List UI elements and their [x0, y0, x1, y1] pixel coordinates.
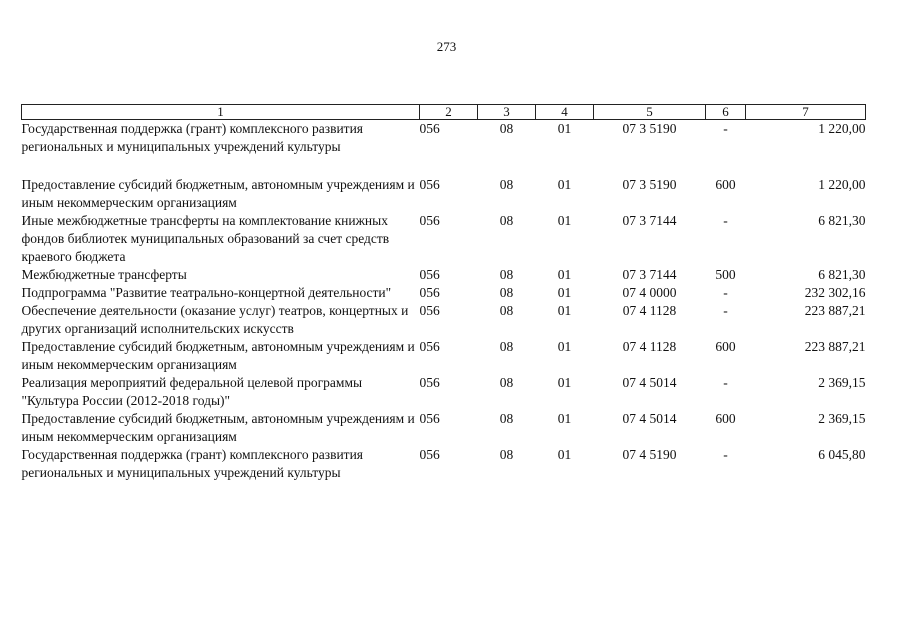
cell-target-article: 07 3 5190 — [622, 177, 677, 192]
cell-ministry-code: 056 — [419, 339, 440, 354]
cell-ministry-code: 056 — [419, 213, 440, 228]
cell-amount: 6 045,80 — [818, 447, 866, 462]
cell-section: 08 — [499, 177, 514, 192]
cell-subsection: 01 — [557, 267, 572, 282]
cell-subsection: 01 — [557, 447, 572, 462]
cell-section: 08 — [499, 213, 514, 228]
cell-amount: 6 821,30 — [818, 213, 866, 228]
page-number: 273 — [436, 39, 457, 54]
cell-expense-type: - — [723, 375, 728, 390]
cell-ministry-code: 056 — [419, 375, 440, 390]
table-row — [22, 212, 866, 266]
cell-section: 08 — [499, 121, 514, 136]
cell-ministry-code: 056 — [419, 267, 440, 282]
column-header: 2 — [420, 105, 478, 120]
table-row — [22, 176, 866, 212]
row-name: Подпрограмма "Развитие театрально-концертной деятельности" — [21, 285, 392, 300]
cell-target-article: 07 4 1128 — [622, 303, 677, 318]
row-name: Иные межбюджетные трансферты на комплектование книжных фондов библиотек муниципальных образований за счет средств краевого бюджета — [21, 213, 390, 264]
cell-expense-type: - — [723, 447, 728, 462]
cell-section: 08 — [499, 447, 514, 462]
cell-expense-type: - — [723, 285, 728, 300]
column-header: 3 — [478, 105, 536, 120]
budget-table — [21, 104, 866, 482]
cell-amount: 2 369,15 — [818, 375, 866, 390]
row-name: Предоставление субсидий бюджетным, автономным учреждениям и иным некоммерческим организациям — [21, 177, 415, 210]
table-row — [22, 374, 866, 410]
row-name: Предоставление субсидий бюджетным, автономным учреждениям и иным некоммерческим организациям — [21, 411, 415, 444]
cell-section: 08 — [499, 267, 514, 282]
cell-subsection: 01 — [557, 121, 572, 136]
cell-target-article: 07 4 5014 — [622, 411, 677, 426]
column-header: 7 — [746, 105, 866, 120]
cell-amount: 2 369,15 — [818, 411, 866, 426]
cell-expense-type: - — [723, 303, 728, 318]
row-name: Государственная поддержка (грант) комплексного развития региональных и муниципальных учреждений культуры — [21, 447, 364, 480]
column-header: 5 — [594, 105, 706, 120]
cell-expense-type: - — [723, 213, 728, 228]
row-name: Межбюджетные трансферты — [21, 267, 187, 282]
cell-section: 08 — [499, 285, 514, 300]
cell-amount: 6 821,30 — [818, 267, 866, 282]
cell-section: 08 — [499, 411, 514, 426]
row-name: Реализация мероприятий федеральной целевой программы "Культура России (2012-2018 годы)" — [21, 375, 363, 408]
cell-amount: 1 220,00 — [818, 121, 866, 136]
table-row — [22, 284, 866, 302]
row-name: Обеспечение деятельности (оказание услуг) театров, концертных и других организаций исполнительских искусств — [21, 303, 409, 336]
table-row — [22, 120, 866, 177]
cell-amount: 1 220,00 — [818, 177, 866, 192]
cell-target-article: 07 4 1128 — [622, 339, 677, 354]
table-row — [22, 302, 866, 338]
cell-expense-type: 600 — [715, 177, 736, 192]
cell-subsection: 01 — [557, 177, 572, 192]
cell-expense-type: - — [723, 121, 728, 136]
table-row — [22, 446, 866, 482]
column-header: 1 — [22, 105, 420, 120]
cell-amount: 223 887,21 — [804, 303, 866, 318]
cell-section: 08 — [499, 339, 514, 354]
cell-subsection: 01 — [557, 375, 572, 390]
cell-ministry-code: 056 — [419, 303, 440, 318]
row-name: Предоставление субсидий бюджетным, автономным учреждениям и иным некоммерческим организациям — [21, 339, 415, 372]
cell-target-article: 07 4 5014 — [622, 375, 677, 390]
cell-ministry-code: 056 — [419, 285, 440, 300]
column-header: 4 — [536, 105, 594, 120]
cell-section: 08 — [499, 303, 514, 318]
table-row — [22, 338, 866, 374]
cell-subsection: 01 — [557, 411, 572, 426]
table-row — [22, 266, 866, 284]
cell-expense-type: 500 — [715, 267, 736, 282]
cell-amount: 232 302,16 — [804, 285, 866, 300]
cell-ministry-code: 056 — [419, 121, 440, 136]
cell-target-article: 07 3 5190 — [622, 121, 677, 136]
column-header: 6 — [706, 105, 746, 120]
cell-target-article: 07 3 7144 — [622, 267, 677, 282]
cell-target-article: 07 3 7144 — [622, 213, 677, 228]
cell-subsection: 01 — [557, 339, 572, 354]
cell-subsection: 01 — [557, 213, 572, 228]
cell-ministry-code: 056 — [419, 447, 440, 462]
cell-expense-type: 600 — [715, 411, 736, 426]
cell-amount: 223 887,21 — [804, 339, 866, 354]
cell-ministry-code: 056 — [419, 177, 440, 192]
cell-ministry-code: 056 — [419, 411, 440, 426]
row-name: Государственная поддержка (грант) комплексного развития региональных и муниципальных учреждений культуры — [21, 121, 364, 154]
cell-subsection: 01 — [557, 285, 572, 300]
cell-subsection: 01 — [557, 303, 572, 318]
cell-expense-type: 600 — [715, 339, 736, 354]
table-row — [22, 410, 866, 446]
cell-target-article: 07 4 5190 — [622, 447, 677, 462]
cell-target-article: 07 4 0000 — [622, 285, 677, 300]
header-row — [22, 105, 866, 120]
cell-section: 08 — [499, 375, 514, 390]
